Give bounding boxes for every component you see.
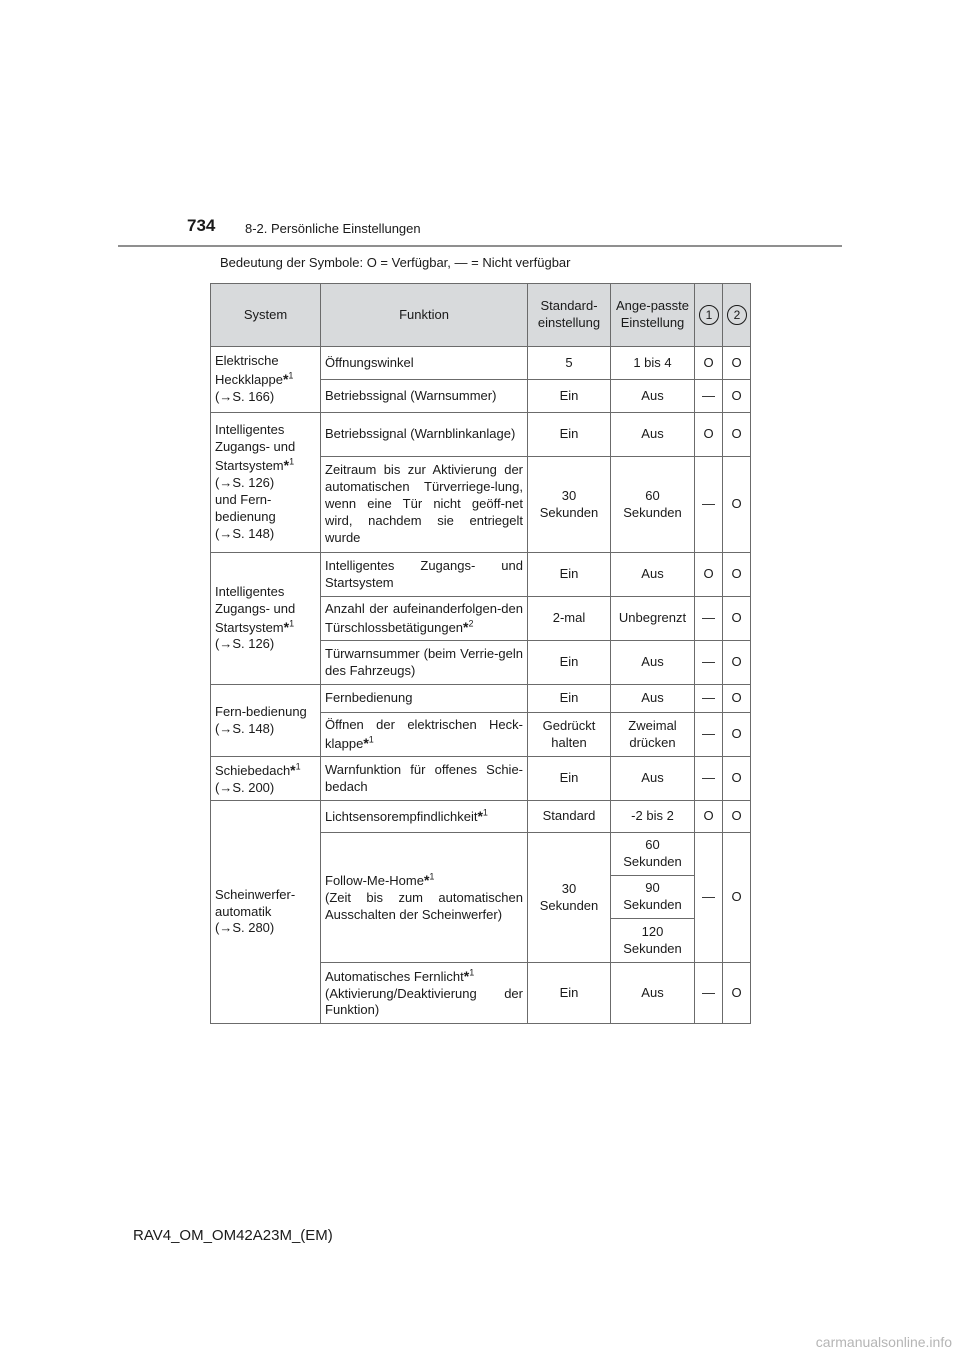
- availability-cell: O: [723, 801, 751, 833]
- default-cell: Ein: [528, 757, 611, 801]
- availability-cell: O: [723, 347, 751, 380]
- symbol-legend: Bedeutung der Symbole: O = Verfügbar, — = Nicht verfügbar: [220, 255, 571, 270]
- system-cell: Fern-bedienung (→S. 148): [211, 685, 321, 757]
- table-row: [211, 801, 751, 833]
- system-cell: Scheinwerfer-automatik (→S. 280): [211, 801, 321, 1024]
- availability-cell: —: [695, 597, 723, 641]
- header-custom: Ange-passte Einstellung: [611, 284, 695, 347]
- custom-cell: Aus: [611, 685, 695, 713]
- default-cell: Gedrückt halten: [528, 713, 611, 757]
- availability-cell: —: [695, 833, 723, 963]
- availability-cell: O: [723, 457, 751, 553]
- function-cell: Intelligentes Zugangs- und Startsystem: [321, 553, 528, 597]
- availability-cell: O: [723, 757, 751, 801]
- header-divider: [118, 245, 842, 247]
- header-function: Funktion: [321, 284, 528, 347]
- custom-cell: Aus: [611, 380, 695, 413]
- availability-cell: —: [695, 757, 723, 801]
- function-cell: Lichtsensorempfindlichkeit*$^1$: [321, 801, 528, 833]
- availability-cell: O: [723, 713, 751, 757]
- availability-cell: O: [723, 380, 751, 413]
- header-system: System: [211, 284, 321, 347]
- header-default: Standard-einstellung: [528, 284, 611, 347]
- custom-cell: Zweimal drücken: [611, 713, 695, 757]
- custom-cell: 1 bis 4: [611, 347, 695, 380]
- default-cell: 2-mal: [528, 597, 611, 641]
- availability-cell: O: [695, 347, 723, 380]
- table-header-row: [211, 284, 751, 347]
- availability-cell: O: [695, 413, 723, 457]
- custom-cell: 120 Sekunden: [611, 919, 695, 963]
- table-row: [211, 685, 751, 713]
- availability-cell: O: [695, 801, 723, 833]
- table-row: [211, 347, 751, 380]
- default-cell: 5: [528, 347, 611, 380]
- system-cell: Intelligentes Zugangs- und Startsystem*$^1$ (→S. 126): [211, 553, 321, 685]
- function-cell: Follow-Me-Home*$^1$ (Zeit bis zum automatischen Ausschalten der Scheinwerfer): [321, 833, 528, 963]
- function-cell: Öffnungswinkel: [321, 347, 528, 380]
- availability-cell: O: [723, 597, 751, 641]
- function-cell: Betriebssignal (Warnblinkanlage): [321, 413, 528, 457]
- availability-cell: O: [723, 963, 751, 1024]
- availability-cell: O: [695, 553, 723, 597]
- availability-cell: —: [695, 380, 723, 413]
- availability-cell: —: [695, 963, 723, 1024]
- system-cell: Intelligentes Zugangs- und Startsystem*$^1$ (→S. 126) und Fern-bedienung (→S. 148): [211, 413, 321, 553]
- custom-cell: Aus: [611, 641, 695, 685]
- custom-cell: Aus: [611, 963, 695, 1024]
- default-cell: Standard: [528, 801, 611, 833]
- custom-cell: Aus: [611, 413, 695, 457]
- custom-cell: 90 Sekunden: [611, 876, 695, 919]
- table-row: [211, 757, 751, 801]
- function-cell: Türwarnsummer (beim Verrie-geln des Fahrzeugs): [321, 641, 528, 685]
- table-row: [211, 553, 751, 597]
- header-col-1: [695, 284, 723, 347]
- default-cell: Ein: [528, 641, 611, 685]
- default-cell: Ein: [528, 963, 611, 1024]
- system-cell: Elektrische Heckklappe*$^1$ (→S. 166): [211, 347, 321, 413]
- function-cell: Warnfunktion für offenes Schie-bedach: [321, 757, 528, 801]
- function-cell: Anzahl der aufeinanderfolgen-den Türschlossbetätigungen*$^2$: [321, 597, 528, 641]
- default-cell: Ein: [528, 413, 611, 457]
- availability-cell: O: [723, 641, 751, 685]
- watermark: carmanualsonline.info: [815, 1334, 952, 1350]
- function-cell: Öffnen der elektrischen Heck-klappe*$^1$: [321, 713, 528, 757]
- section-title: 8-2. Persönliche Einstellungen: [245, 221, 421, 236]
- system-cell: Schiebedach*$^1$ (→S. 200): [211, 757, 321, 801]
- custom-cell: 60 Sekunden: [611, 833, 695, 876]
- default-cell: Ein: [528, 685, 611, 713]
- availability-cell: —: [695, 457, 723, 553]
- availability-cell: O: [723, 553, 751, 597]
- custom-cell: Aus: [611, 553, 695, 597]
- function-cell: Betriebssignal (Warnsummer): [321, 380, 528, 413]
- table-row: [211, 413, 751, 457]
- availability-cell: O: [723, 685, 751, 713]
- custom-cell: 60 Sekunden: [611, 457, 695, 553]
- default-cell: Ein: [528, 380, 611, 413]
- default-cell: 30 Sekunden: [528, 833, 611, 963]
- availability-cell: O: [723, 833, 751, 963]
- function-cell: Automatisches Fernlicht*$^1$ (Aktivierung/Deaktivierung der Funktion): [321, 963, 528, 1024]
- header-col-2: [723, 284, 751, 347]
- custom-cell: Unbegrenzt: [611, 597, 695, 641]
- default-cell: Ein: [528, 553, 611, 597]
- circled-number-2: 2: [727, 305, 747, 325]
- custom-cell: -2 bis 2: [611, 801, 695, 833]
- default-cell: 30 Sekunden: [528, 457, 611, 553]
- document-code: RAV4_OM_OM42A23M_(EM): [133, 1227, 333, 1244]
- circled-number-1: 1: [699, 305, 719, 325]
- availability-cell: —: [695, 641, 723, 685]
- availability-cell: —: [695, 713, 723, 757]
- custom-cell: Aus: [611, 757, 695, 801]
- availability-cell: —: [695, 685, 723, 713]
- function-cell: Fernbedienung: [321, 685, 528, 713]
- availability-cell: O: [723, 413, 751, 457]
- page-number: 734: [187, 216, 216, 235]
- settings-table: [210, 283, 751, 1024]
- function-cell: Zeitraum bis zur Aktivierung der automatischen Türverriege-lung, wenn eine Tür nicht geöff-net wird, nachdem sie entriegelt wurde: [321, 457, 528, 553]
